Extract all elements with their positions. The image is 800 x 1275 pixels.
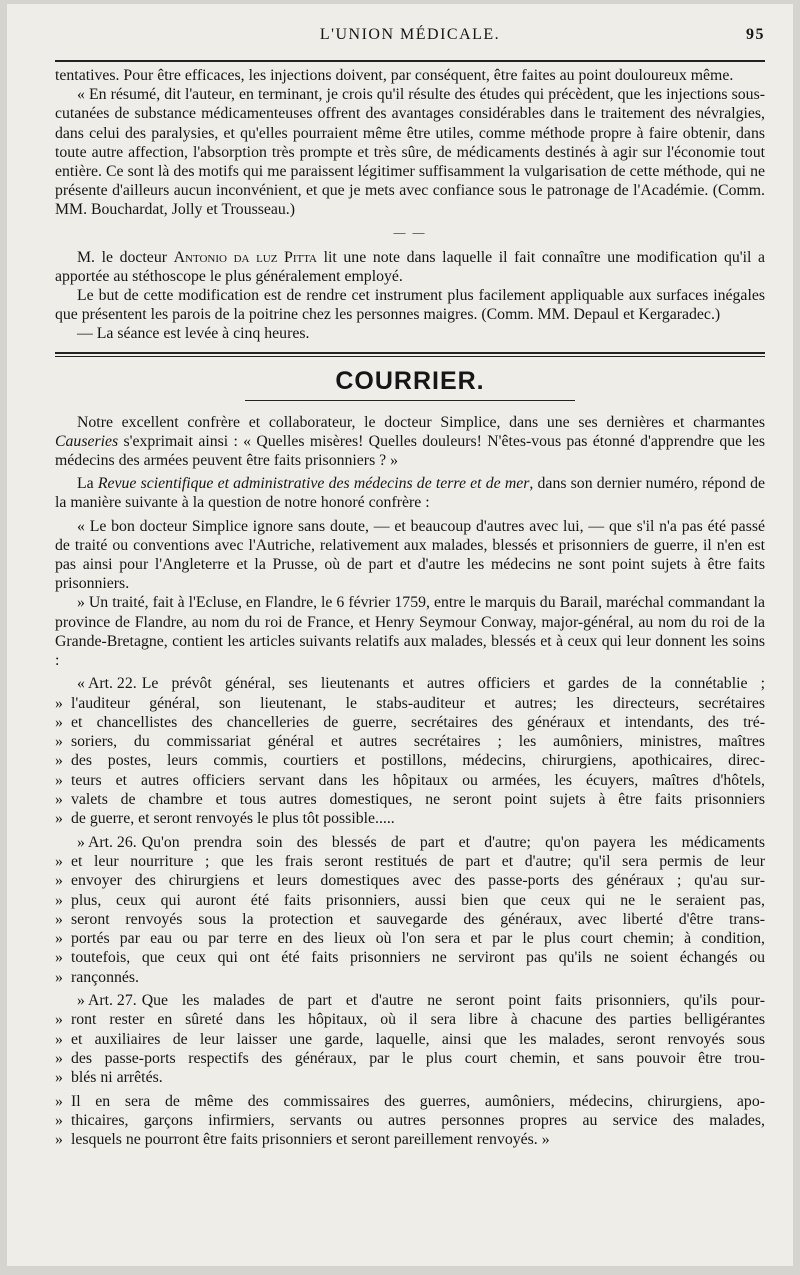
quote-line (55, 991, 765, 1010)
quote-line (55, 1092, 765, 1111)
quote-line (55, 929, 765, 948)
quote-text: Le prévôt général, ses lieutenants et autres officiers et gardes de la connétablie ; (141, 675, 765, 693)
quote-line (55, 732, 765, 751)
quote-text: teurs et autres officiers servant dans les hôpitaux ou armées, les écuyers, maîtres d'hôtels, (71, 771, 765, 789)
quote-line (55, 1111, 765, 1130)
quote-line (55, 771, 765, 790)
paragraph: Le but de cette modification est de rendre cet instrument plus facilement appliquable aux surfaces inégales que présentent les parois de la poitrine chez les personnes maigres. (Comm. MM. Depaul et Kergaradec.) (55, 287, 765, 324)
quote-text: plus, ceux qui auront été faits prisonniers, aussi bien que ceux qui ne le seraient pas, (71, 891, 765, 909)
quote-line (55, 713, 765, 732)
text-fragment: lit une note dans laquelle il fait connaître une modification qu'il a apportée au stéthoscope le plus généralement employé. (55, 248, 765, 285)
quote-line (55, 790, 765, 809)
quote-mark: » (55, 694, 63, 712)
article-26 (55, 833, 765, 987)
section-separator: — — (393, 224, 427, 239)
quote-text: envoyer des chirurgiens et leurs domestiques avec des passe-ports des généraux ; qu'au sur- (71, 872, 765, 890)
article-continuation (55, 1092, 765, 1150)
quote-line (55, 694, 765, 713)
quote-text: portés par eau ou par terre en des lieux où l'on sera et par le plus court chemin; à condition, (71, 930, 765, 948)
paragraph: tentatives. Pour être efficaces, les injections doivent, par conséquent, être faites au point douloureux même. (55, 67, 734, 84)
quote-text: Il en sera de même des commissaires des guerres, aumôniers, médecins, chirurgiens, apo- (71, 1092, 765, 1110)
italic-title: Causeries (55, 432, 119, 450)
quote-line (55, 1010, 765, 1029)
quote-mark: » (55, 1011, 63, 1029)
quote-text: des passe-ports respectifs des généraux, par le plus court chemin, et sans pouvoir être trou- (71, 1049, 765, 1067)
running-header (55, 26, 765, 54)
text-fragment: M. le docteur (77, 248, 167, 266)
quote-mark: » (55, 713, 63, 731)
paragraph (55, 248, 765, 286)
paragraph (55, 474, 765, 512)
quote-line (55, 968, 765, 987)
quote-mark: » (55, 1069, 63, 1087)
courrier-heading (55, 367, 765, 401)
quote-text: rançonnés. (71, 968, 139, 986)
quote-mark: » (55, 733, 63, 751)
quote-line (55, 674, 765, 693)
quote-mark: » (55, 1092, 63, 1110)
article-27 (55, 991, 765, 1087)
quote-mark: » (55, 752, 63, 770)
quote-mark: » (55, 1111, 63, 1129)
quote-mark: » (55, 771, 63, 789)
article-22 (55, 674, 765, 828)
quote-text: toutefois, que ceux qui ont été faits prisonniers ne serviront pas qu'ils ne soient échangés ou (71, 949, 765, 967)
paragraph: « Le bon docteur Simplice ignore sans doute, — et beaucoup d'autres avec lui, — que s'il n'a pas été passé de traité ou conventions avec l'Autriche, relativement aux malades, blessés et prisonniers de guerre, il n'en est pas ainsi pour l'Angleterre et la Prusse, où de part et d'autre les médecins ne sont point sujets à être faits prisonniers. (55, 517, 765, 593)
quote-text: blés ni arrêtés. (71, 1069, 163, 1087)
section-courrier (55, 413, 765, 1150)
quote-mark: » Art. 27. (77, 992, 137, 1010)
quote-mark: » (55, 791, 63, 809)
quote-line (55, 809, 765, 828)
italic-title: Revue scientifique et administrative des médecins de terre et de mer (97, 475, 530, 493)
quote-line (55, 1068, 765, 1087)
journal-page (7, 4, 793, 1266)
quote-line (55, 871, 765, 890)
header-rule (55, 60, 765, 62)
quote-mark: » (55, 810, 63, 828)
quote-text: l'auditeur général, son lieutenant, le stabs-auditeur et autres; les directeurs, secrétaires (71, 694, 765, 712)
quote-text: et leur nourriture ; que les frais seront restitués de part et d'autre; qu'il sera permis de leur (71, 852, 765, 870)
quote-line (55, 1030, 765, 1049)
text-fragment: Notre excellent confrère et collaborateur, le docteur Simplice, dans une ses dernières et charmantes (77, 413, 765, 431)
quote-mark: » (55, 949, 63, 967)
paragraph: » Un traité, fait à l'Ecluse, en Flandre, le 6 février 1759, entre le marquis du Barail, maréchal commandant la province de Flandre, au nom du roi de France, et Henry Seymour Conway, major-général, au nom du roi de la Grande-Bretagne, contient les articles suivants relatifs aux malades, blessés et à ceux qui leur donnent les soins : (55, 594, 765, 670)
quote-text: valets de chambre et tous autres domestiques, ne seront point sujets à être faits prisonniers (71, 791, 765, 809)
section-academie (55, 66, 765, 344)
quote-text: des postes, leurs commis, courtiers et postillons, médecins, chirurgiens, apothicaires, direc- (71, 752, 765, 770)
quote-line (55, 1130, 765, 1149)
quote-line (55, 852, 765, 871)
quote-mark: » (55, 852, 63, 870)
quote-text: de guerre, et seront renvoyés le plus tôt possible..... (71, 810, 395, 828)
quote-text: et chancellistes des chancelleries de guerre, secrétaires des généraux et intendants, des tré- (71, 713, 765, 731)
quote-line (55, 833, 765, 852)
quote-text: et auxiliaires de leur laisser une garde, laquelle, ainsi que les malades, seront renvoyés sous (71, 1030, 765, 1048)
quote-text: Qu'on prendra soin des blessés de part et d'autre; qu'on payera les médicaments (141, 833, 765, 851)
quote-mark: » (55, 1049, 63, 1067)
paragraph: « En résumé, dit l'auteur, en terminant, je crois qu'il résulte des études qui précèdent, que les injections sous-cutanées de substance médicamenteuses offrent des avantages considérables dans le traitement des névralgies, dans celui des paralysies, et qu'elles pourraient même être utiles, comme méthode propre à faire obtenir, dans toute autre affection, l'absorption très prompte et très sûre, de médicaments destinés à agir sur l'économie tout entière. Ce sont là des motifs qui me paraissent légitimer suffisamment la vulgarisation de cette méthode, qui ne présente d'ailleurs aucun inconvénient, et que je mets avec confiance sous le patronage de l'Académie. (Comm. MM. Bouchardat, Jolly et Trousseau.) (55, 86, 765, 219)
quote-mark: « Art. 22. (77, 675, 137, 693)
quote-mark: » (55, 872, 63, 890)
text-fragment: , dans son dernier numéro, répond de la manière suivante à la question de notre honoré confrère : (55, 475, 765, 512)
quote-line (55, 910, 765, 929)
quote-text: soriers, du commissariat général et autres secrétaires ; les aumôniers, ministres, maîtres (71, 733, 765, 751)
quote-text: lesquels ne pourront être faits prisonniers et seront pareillement renvoyés. » (71, 1131, 550, 1149)
quote-line (55, 948, 765, 967)
quote-mark: » (55, 891, 63, 909)
quote-mark: » (55, 930, 63, 948)
quote-line (55, 891, 765, 910)
text-fragment: s'exprimait ainsi : « Quelles misères! Quelles douleurs! N'êtes-vous pas étonné d'apprendre que les médecins des armées peuvent être faits prisonniers ? » (55, 432, 765, 470)
paragraph: — La séance est levée à cinq heures. (77, 325, 310, 343)
quote-text: Que les malades de part et d'autre ne seront point faits prisonniers, qu'ils pour- (141, 992, 765, 1010)
title-underline (245, 400, 575, 401)
section-title: COURRIER. (335, 366, 485, 395)
section-double-rule (55, 352, 765, 357)
paragraph (55, 413, 765, 471)
quote-text: seront renvoyés sous la protection et sauvegarde des généraux, avec liberté d'être trans- (71, 910, 765, 928)
text-fragment: La (77, 475, 94, 493)
author-name: Antonio da luz Pitta (173, 248, 318, 266)
quote-mark: » Art. 26. (77, 833, 137, 851)
quote-mark: » (55, 1030, 63, 1048)
journal-title: L'UNION MÉDICALE. (319, 26, 501, 43)
quote-text: ront rester en sûreté dans les hôpitaux, où il sera libre à chacune des parties belligérantes (71, 1011, 765, 1029)
quote-mark: » (55, 968, 63, 986)
page-number: 95 (746, 26, 765, 43)
quote-mark: » (55, 910, 63, 928)
quote-line (55, 1049, 765, 1068)
quote-mark: » (55, 1131, 63, 1149)
quote-line (55, 751, 765, 770)
quote-text: thicaires, garçons infirmiers, servants ou autres personnes propres au service des malades, (71, 1111, 765, 1129)
